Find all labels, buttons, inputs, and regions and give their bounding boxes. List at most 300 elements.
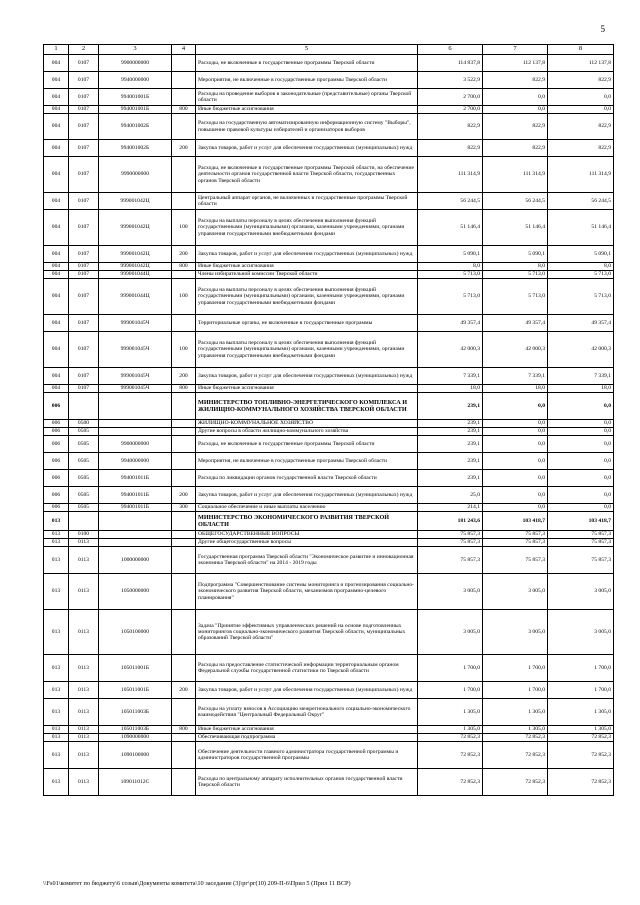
admin-code-cell: 004 [44,210,69,246]
section-code-cell [69,393,99,420]
target-article-cell: 994001002Б [99,140,172,157]
target-article-cell [99,512,172,531]
admin-code-cell: 013 [44,547,69,574]
section-code-cell: 0107 [69,332,99,368]
section-code-cell: 0100 [69,531,99,539]
section-code-cell: 0107 [69,157,99,193]
target-article-cell: 9940000000 [99,453,172,470]
amount-year3-cell: 0,0 [548,89,614,106]
admin-code-cell: 004 [44,72,69,89]
amount-year3-cell: 18,0 [548,385,614,393]
target-article-cell: 994001011Б [99,470,172,487]
table-row [44,428,614,436]
expense-type-cell [172,157,196,193]
expense-type-cell: 200 [172,140,196,157]
admin-code-cell: 006 [44,436,69,453]
description-cell: Закупка товаров, работ и услуг для обеспечения государственных (муниципальных) нужд [196,487,418,504]
description-cell: Расходы на проведение выборов в законодательные (представительные) органы Тверской области [196,89,418,106]
amount-year2-cell: 0,0 [483,428,548,436]
section-code-cell: 0113 [69,682,99,699]
description-cell: Закупка товаров, работ и услуг для обеспечения государственных (муниципальных) нужд [196,140,418,157]
admin-code-cell: 004 [44,279,69,315]
amount-year1-cell: 2 700,0 [418,106,483,114]
table-row [44,89,614,106]
description-cell: Расходы на предоставление статистической информации территориальным органом Федеральной службы государственной статистики по Тверской области [196,655,418,682]
table-row [44,315,614,332]
amount-year1-cell: 8,0 [418,263,483,271]
admin-code-cell: 013 [44,734,69,742]
table-row [44,453,614,470]
target-article-cell: 999001045Ч [99,368,172,385]
expense-type-cell [172,547,196,574]
target-article-cell: 994001001Б [99,89,172,106]
amount-year2-cell: 0,0 [483,393,548,420]
section-code-cell: 0505 [69,436,99,453]
amount-year3-cell: 0,0 [548,428,614,436]
expense-type-cell [172,315,196,332]
amount-year3-cell: 5 713,0 [548,279,614,315]
amount-year1-cell: 111 314,9 [418,157,483,193]
amount-year2-cell: 0,0 [483,106,548,114]
section-code-cell [69,512,99,531]
col-header: 3 [99,45,172,55]
amount-year1-cell: 18,0 [418,385,483,393]
table-row [44,210,614,246]
amount-year3-cell: 822,9 [548,114,614,140]
amount-year2-cell: 822,9 [483,114,548,140]
budget-table [43,44,614,796]
amount-year1-cell: 51 146,4 [418,210,483,246]
admin-code-cell: 013 [44,610,69,655]
admin-code-cell: 013 [44,539,69,547]
table-row [44,385,614,393]
amount-year3-cell: 75 857,3 [548,547,614,574]
admin-code-cell: 013 [44,655,69,682]
amount-year2-cell: 5 713,0 [483,279,548,315]
target-article-cell [99,420,172,428]
amount-year1-cell: 3 522,9 [418,72,483,89]
admin-code-cell: 013 [44,512,69,531]
admin-code-cell: 013 [44,699,69,726]
amount-year2-cell: 0,0 [483,436,548,453]
table-row [44,487,614,504]
expense-type-cell [172,436,196,453]
amount-year3-cell: 103 418,7 [548,512,614,531]
section-code-cell: 0113 [69,610,99,655]
amount-year3-cell: 0,0 [548,470,614,487]
amount-year3-cell: 7 339,1 [548,368,614,385]
target-article-cell [99,428,172,436]
amount-year2-cell: 0,0 [483,470,548,487]
section-code-cell: 0107 [69,140,99,157]
amount-year1-cell: 7 339,1 [418,368,483,385]
amount-year2-cell: 75 857,3 [483,547,548,574]
expense-type-cell [172,470,196,487]
target-article-cell: 994001011Б [99,487,172,504]
admin-code-cell: 004 [44,263,69,271]
expense-type-cell: 100 [172,210,196,246]
description-cell: Закупка товаров, работ и услуг для обеспечения государственных (муниципальных) нужд [196,368,418,385]
amount-year3-cell: 75 857,3 [548,531,614,539]
table-row [44,368,614,385]
description-cell: Социальное обеспечение и иные выплаты населению [196,504,418,512]
amount-year3-cell: 0,0 [548,504,614,512]
description-cell: Расходы, не включенные в государственные программы Тверской области, на обеспечение деятельности органов государственной власти Тверской области, государственных органов Тверской области [196,157,418,193]
expense-type-cell [172,734,196,742]
expense-type-cell [172,610,196,655]
description-cell: Расходы, не включенные в государственные программы Тверской области [196,55,418,72]
description-cell: Задача "Принятие эффективных управленческих решений на основе подготовленных мониторингов социально-экономического развития Тверской области, муниципальных образований Тверской области" [196,610,418,655]
amount-year3-cell: 822,9 [548,72,614,89]
section-code-cell: 0505 [69,428,99,436]
expense-type-cell [172,271,196,279]
target-article-cell: 999001042Ц [99,210,172,246]
table-row [44,193,614,210]
amount-year1-cell: 5 713,0 [418,279,483,315]
amount-year3-cell: 1 305,0 [548,699,614,726]
target-article-cell: 1090000000 [99,734,172,742]
description-cell: Иные бюджетные ассигнования [196,263,418,271]
section-code-cell: 0113 [69,726,99,734]
description-cell: Другие вопросы в области жилищно-коммунального хозяйства [196,428,418,436]
expense-type-cell [172,89,196,106]
section-code-cell: 0107 [69,271,99,279]
target-article-cell [99,531,172,539]
description-cell: Мероприятия, не включенные в государственные программы Тверской области [196,453,418,470]
amount-year1-cell: 239,1 [418,393,483,420]
target-article-cell: 999001042Ц [99,193,172,210]
amount-year2-cell: 0,0 [483,487,548,504]
table-row [44,72,614,89]
amount-year1-cell: 75 857,3 [418,531,483,539]
expense-type-cell [172,769,196,796]
amount-year1-cell: 1 700,0 [418,655,483,682]
expense-type-cell [172,72,196,89]
table-row [44,504,614,512]
amount-year3-cell: 1 305,0 [548,726,614,734]
section-code-cell: 0107 [69,279,99,315]
target-article-cell: 994001011Б [99,504,172,512]
description-cell: Обеспечение деятельности главного администратора государственной программы и администраторов государственной программы [196,742,418,769]
description-cell: Расходы по ликвидации органов государственной власти Тверской области [196,470,418,487]
amount-year3-cell: 0,0 [548,487,614,504]
target-article-cell: 105011003Б [99,726,172,734]
target-article-cell: 1000000000 [99,547,172,574]
description-cell: Подпрограмма "Совершенствование системы мониторинга и прогнозирования социально-экономического развития Тверской области, механизмов программно-целевого планирования" [196,574,418,610]
table-row [44,742,614,769]
expense-type-cell: 200 [172,246,196,263]
amount-year3-cell: 5 713,0 [548,271,614,279]
section-code-cell: 0107 [69,315,99,332]
target-article-cell: 105011001Б [99,655,172,682]
amount-year3-cell: 3 005,0 [548,610,614,655]
col-header: 1 [44,45,69,55]
amount-year3-cell: 72 852,3 [548,734,614,742]
expense-type-cell: 200 [172,487,196,504]
description-cell: Иные бюджетные ассигнования [196,726,418,734]
amount-year3-cell: 72 852,3 [548,742,614,769]
section-code-cell: 0107 [69,210,99,246]
description-cell: Расходы на выплаты персоналу в целях обеспечения выполнения функций государственными (муниципальными) органами, казенными учреждениями, органами управления государственными внебюджетными фондами [196,210,418,246]
amount-year1-cell: 2 700,0 [418,89,483,106]
expense-type-cell [172,114,196,140]
table-row [44,279,614,315]
amount-year3-cell: 0,0 [548,420,614,428]
amount-year3-cell: 42 000,3 [548,332,614,368]
amount-year1-cell: 72 852,3 [418,742,483,769]
amount-year2-cell: 0,0 [483,453,548,470]
admin-code-cell: 004 [44,246,69,263]
amount-year2-cell: 5 713,0 [483,271,548,279]
amount-year1-cell: 822,9 [418,114,483,140]
amount-year1-cell: 72 852,3 [418,769,483,796]
table-row [44,699,614,726]
description-cell: Расходы на уплату взносов в Ассоциацию межрегионального социально-экономического взаимодействия "Центральный Федеральный Округ" [196,699,418,726]
admin-code-cell: 004 [44,193,69,210]
target-article-cell: 994001002Б [99,114,172,140]
table-row [44,420,614,428]
section-code-cell: 0113 [69,574,99,610]
admin-code-cell: 004 [44,106,69,114]
admin-code-cell: 006 [44,470,69,487]
description-cell: Закупка товаров, работ и услуг для обеспечения государственных (муниципальных) нужд [196,246,418,263]
amount-year3-cell: 822,9 [548,140,614,157]
table-row [44,734,614,742]
amount-year2-cell: 18,0 [483,385,548,393]
expense-type-cell: 300 [172,504,196,512]
amount-year2-cell: 7 339,1 [483,368,548,385]
expense-type-cell: 800 [172,385,196,393]
amount-year1-cell: 25,0 [418,487,483,504]
table-body [44,55,614,796]
amount-year2-cell: 822,9 [483,72,548,89]
amount-year1-cell: 3 005,0 [418,610,483,655]
target-article-cell: 994001001Б [99,106,172,114]
expense-type-cell [172,699,196,726]
amount-year2-cell: 1 700,0 [483,655,548,682]
target-article-cell: 999001045Ч [99,332,172,368]
amount-year3-cell: 8,0 [548,263,614,271]
expense-type-cell [172,393,196,420]
target-article-cell: 999001044Ц [99,279,172,315]
description-cell: Другие общегосударственные вопросы [196,539,418,547]
amount-year1-cell: 239,1 [418,420,483,428]
table-row [44,512,614,531]
target-article-cell: 1090100000 [99,742,172,769]
expense-type-cell [172,512,196,531]
expense-type-cell: 800 [172,263,196,271]
expense-type-cell [172,655,196,682]
amount-year3-cell: 75 857,3 [548,539,614,547]
target-article-cell: 999001042Ц [99,246,172,263]
amount-year1-cell: 239,1 [418,453,483,470]
amount-year3-cell: 3 005,0 [548,574,614,610]
amount-year1-cell: 822,9 [418,140,483,157]
expense-type-cell: 800 [172,106,196,114]
amount-year1-cell: 56 244,5 [418,193,483,210]
table-row [44,393,614,420]
table-row [44,436,614,453]
target-article-cell: 999001042Ц [99,263,172,271]
description-cell: Члены избирательной комиссии Тверской области [196,271,418,279]
amount-year2-cell: 0,0 [483,504,548,512]
table-row [44,655,614,682]
description-cell: Расходы по центральному аппарату исполнительных органов государственной власти Тверской области [196,769,418,796]
description-cell: ЖИЛИЩНО-КОММУНАЛЬНОЕ ХОЗЯЙСТВО [196,420,418,428]
col-header: 5 [196,45,418,55]
section-code-cell: 0113 [69,539,99,547]
section-code-cell: 0107 [69,114,99,140]
amount-year2-cell: 1 305,0 [483,699,548,726]
amount-year1-cell: 75 857,3 [418,547,483,574]
expense-type-cell [172,428,196,436]
admin-code-cell: 004 [44,332,69,368]
amount-year1-cell: 3 005,0 [418,574,483,610]
amount-year2-cell: 49 357,4 [483,315,548,332]
target-article-cell: 999001045Ч [99,315,172,332]
expense-type-cell: 800 [172,726,196,734]
description-cell: Расходы на выплаты персоналу в целях обеспечения выполнения функций государственными (муниципальными) органами, казенными учреждениями, органами управления государственными внебюджетными фондами [196,332,418,368]
admin-code-cell: 004 [44,157,69,193]
admin-code-cell: 006 [44,453,69,470]
description-cell: Закупка товаров, работ и услуг для обеспечения государственных (муниципальных) нужд [196,682,418,699]
table-row [44,610,614,655]
amount-year3-cell: 0,0 [548,393,614,420]
admin-code-cell: 006 [44,420,69,428]
amount-year1-cell: 239,1 [418,428,483,436]
amount-year1-cell: 5 713,0 [418,271,483,279]
admin-code-cell: 013 [44,726,69,734]
amount-year2-cell: 822,9 [483,140,548,157]
section-code-cell: 0107 [69,193,99,210]
amount-year1-cell: 1 700,0 [418,682,483,699]
description-cell: Расходы на государственную автоматизированную информационную систему "Выборы", повышение правовой культуры избирателей и организаторов выборов [196,114,418,140]
table-row [44,726,614,734]
target-article-cell: 1050100000 [99,610,172,655]
amount-year3-cell: 72 852,3 [548,769,614,796]
target-article-cell: 105011003Б [99,699,172,726]
col-header: 6 [418,45,483,55]
amount-year2-cell: 0,0 [483,420,548,428]
admin-code-cell: 013 [44,769,69,796]
amount-year2-cell: 112 137,8 [483,55,548,72]
amount-year3-cell: 51 146,4 [548,210,614,246]
target-article-cell: 999001045Ч [99,385,172,393]
admin-code-cell: 013 [44,682,69,699]
table-row [44,106,614,114]
target-article-cell: 9940000000 [99,72,172,89]
col-header: 2 [69,45,99,55]
amount-year3-cell: 56 244,5 [548,193,614,210]
description-cell: Иные бюджетные ассигнования [196,385,418,393]
amount-year2-cell: 72 852,3 [483,734,548,742]
section-code-cell: 0505 [69,504,99,512]
table-row [44,539,614,547]
amount-year2-cell: 103 418,7 [483,512,548,531]
amount-year1-cell: 1 305,0 [418,699,483,726]
amount-year1-cell: 49 357,4 [418,315,483,332]
amount-year1-cell: 239,1 [418,470,483,487]
amount-year2-cell: 42 000,3 [483,332,548,368]
target-article-cell: 105011001Б [99,682,172,699]
amount-year2-cell: 75 857,3 [483,531,548,539]
description-cell: Расходы на выплаты персоналу в целях обеспечения выполнения функций государственными (муниципальными) органами, казенными учреждениями, органами управления государственными внебюджетными фондами [196,279,418,315]
amount-year2-cell: 111 314,9 [483,157,548,193]
page-number: 5 [600,24,605,34]
section-code-cell: 0505 [69,470,99,487]
table-row [44,332,614,368]
table-row [44,263,614,271]
header-row [44,45,614,55]
amount-year1-cell: 5 090,1 [418,246,483,263]
admin-code-cell: 004 [44,315,69,332]
amount-year1-cell: 239,1 [418,436,483,453]
target-article-cell [99,393,172,420]
target-article-cell: 1050000000 [99,574,172,610]
amount-year2-cell: 3 005,0 [483,574,548,610]
section-code-cell: 0107 [69,106,99,114]
section-code-cell: 0113 [69,655,99,682]
description-cell: Обеспечивающая подпрограмма [196,734,418,742]
amount-year1-cell: 75 857,3 [418,539,483,547]
section-code-cell: 0113 [69,547,99,574]
table-row [44,531,614,539]
amount-year3-cell: 0,0 [548,436,614,453]
section-code-cell: 0500 [69,420,99,428]
amount-year3-cell: 0,0 [548,106,614,114]
expense-type-cell [172,420,196,428]
expense-type-cell [172,539,196,547]
admin-code-cell: 006 [44,428,69,436]
amount-year2-cell: 56 244,5 [483,193,548,210]
amount-year2-cell: 72 852,3 [483,769,548,796]
amount-year2-cell: 0,0 [483,89,548,106]
table-row [44,157,614,193]
amount-year3-cell: 49 357,4 [548,315,614,332]
admin-code-cell: 004 [44,271,69,279]
section-code-cell: 0107 [69,368,99,385]
table-row [44,769,614,796]
amount-year1-cell: 72 852,3 [418,734,483,742]
amount-year1-cell: 214,1 [418,504,483,512]
description-cell: Территориальные органы, не включенные в государственные программы [196,315,418,332]
amount-year2-cell: 75 857,3 [483,539,548,547]
amount-year2-cell: 8,0 [483,263,548,271]
target-article-cell: 109011012С [99,769,172,796]
table-row [44,547,614,574]
admin-code-cell: 013 [44,742,69,769]
admin-code-cell: 006 [44,393,69,420]
file-path-footer: \\Fs01\комитет по бюджету\6 созыв\Документы комитета\10 заседание (3)\рг\рг(10) 209-П-6\Прил 5 (Прил 11 ВСР) [43,880,351,887]
amount-year1-cell: 42 000,3 [418,332,483,368]
table-row [44,114,614,140]
table-row [44,271,614,279]
table-row [44,574,614,610]
description-cell: Расходы, не включенные в государственные программы Тверской области [196,436,418,453]
amount-year3-cell: 112 137,8 [548,55,614,72]
target-article-cell: 9900000000 [99,436,172,453]
section-code-cell: 0505 [69,487,99,504]
amount-year2-cell: 51 146,4 [483,210,548,246]
section-code-cell: 0505 [69,453,99,470]
description-cell: МИНИСТЕРСТВО ЭКОНОМИЧЕСКОГО РАЗВИТИЯ ТВЕРСКОЙ ОБЛАСТИ [196,512,418,531]
table-row [44,682,614,699]
amount-year2-cell: 3 005,0 [483,610,548,655]
section-code-cell: 0107 [69,246,99,263]
amount-year2-cell: 5 090,1 [483,246,548,263]
section-code-cell: 0113 [69,699,99,726]
admin-code-cell: 006 [44,504,69,512]
